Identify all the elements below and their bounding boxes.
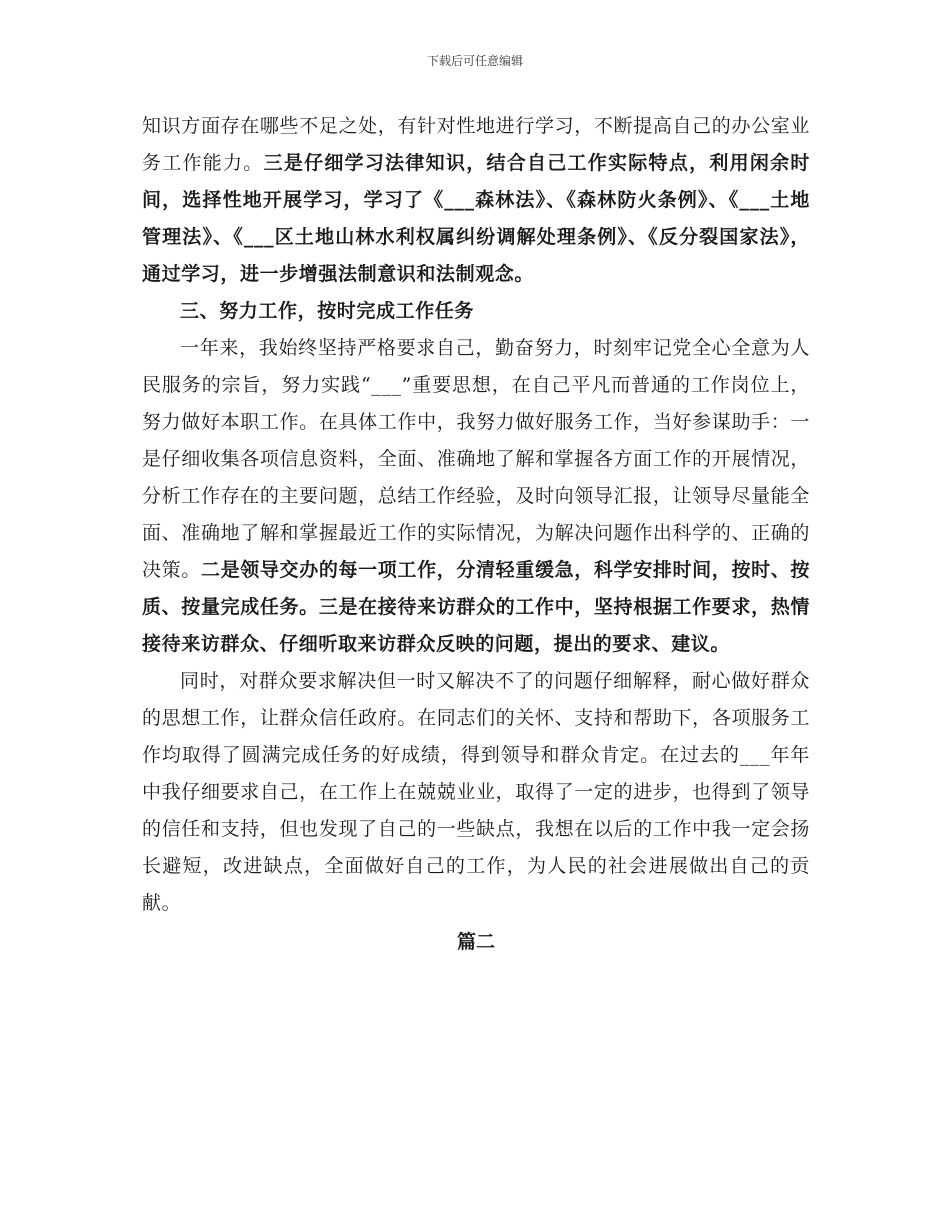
paragraph-work-service: [142, 330, 810, 663]
paragraph-text: 知识方面存在哪些不足之处，有针对性地进行学习，不断提高自己的办公室业务工作能力。: [142, 115, 810, 174]
paragraph-text: 一年来，我始终坚持严格要求自己，勤奋努力，时刻牢记党全心全意为人民服务的宗旨，努力实践“___”重要思想，在自己平凡而普通的工作岗位上，努力做好本职工作。在具体工作中，我努力做好服务工作，当好参谋助手：一是仔细收集各项信息资料，全面、准确地了解和掌握各方面工作的开展情况，分析工作存在的主要问题，总结工作经验，及时向领导汇报，让领导尽量能全面、准确地了解和掌握最近工作的实际情况，为解决问题作出科学的、正确的决策。: [142, 337, 810, 581]
section-heading-three: 三、努力工作，按时完成工作任务: [180, 300, 475, 322]
paragraph-bold-text: 二是领导交办的每一项工作，分清轻重缓急，科学安排时间，按时、按质、按量完成任务。三是在接待来访群众的工作中，坚持根据工作要求，热情接待来访群众、仔细听取来访群众反映的问题，提出的要求、建议。: [142, 559, 810, 655]
document-body: [142, 108, 810, 962]
paragraph-study-law: [142, 108, 810, 293]
page-header-note: 下载后可任意编辑: [426, 54, 523, 68]
chapter-title: 篇二: [456, 931, 495, 953]
paragraph-summary: 同时，对群众要求解决但一时又解决不了的问题仔细解释，耐心做好群众的思想工作，让群众信任政府。在同志们的关怀、支持和帮助下，各项服务工作均取得了圆满完成任务的好成绩，得到领导和群众肯定。在过去的___年年中我仔细要求自己，在工作上在兢兢业业，取得了一定的进步，也得到了领导的信任和支持，但也发现了自己的一些缺点，我想在以后的工作中我一定会扬长避短，改进缺点，全面做好自己的工作，为人民的社会进展做出自己的贡献。: [142, 670, 810, 914]
paragraph-bold-text: 三是仔细学习法律知识，结合自己工作实际特点，利用闲余时间，选择性地开展学习，学习了《___森林法》、《森林防火条例》、《___土地管理法》、《___区土地山林水利权属纠纷调解处理条例》、《反分裂国家法》，通过学习，进一步增强法制意识和法制观念。: [142, 152, 810, 285]
